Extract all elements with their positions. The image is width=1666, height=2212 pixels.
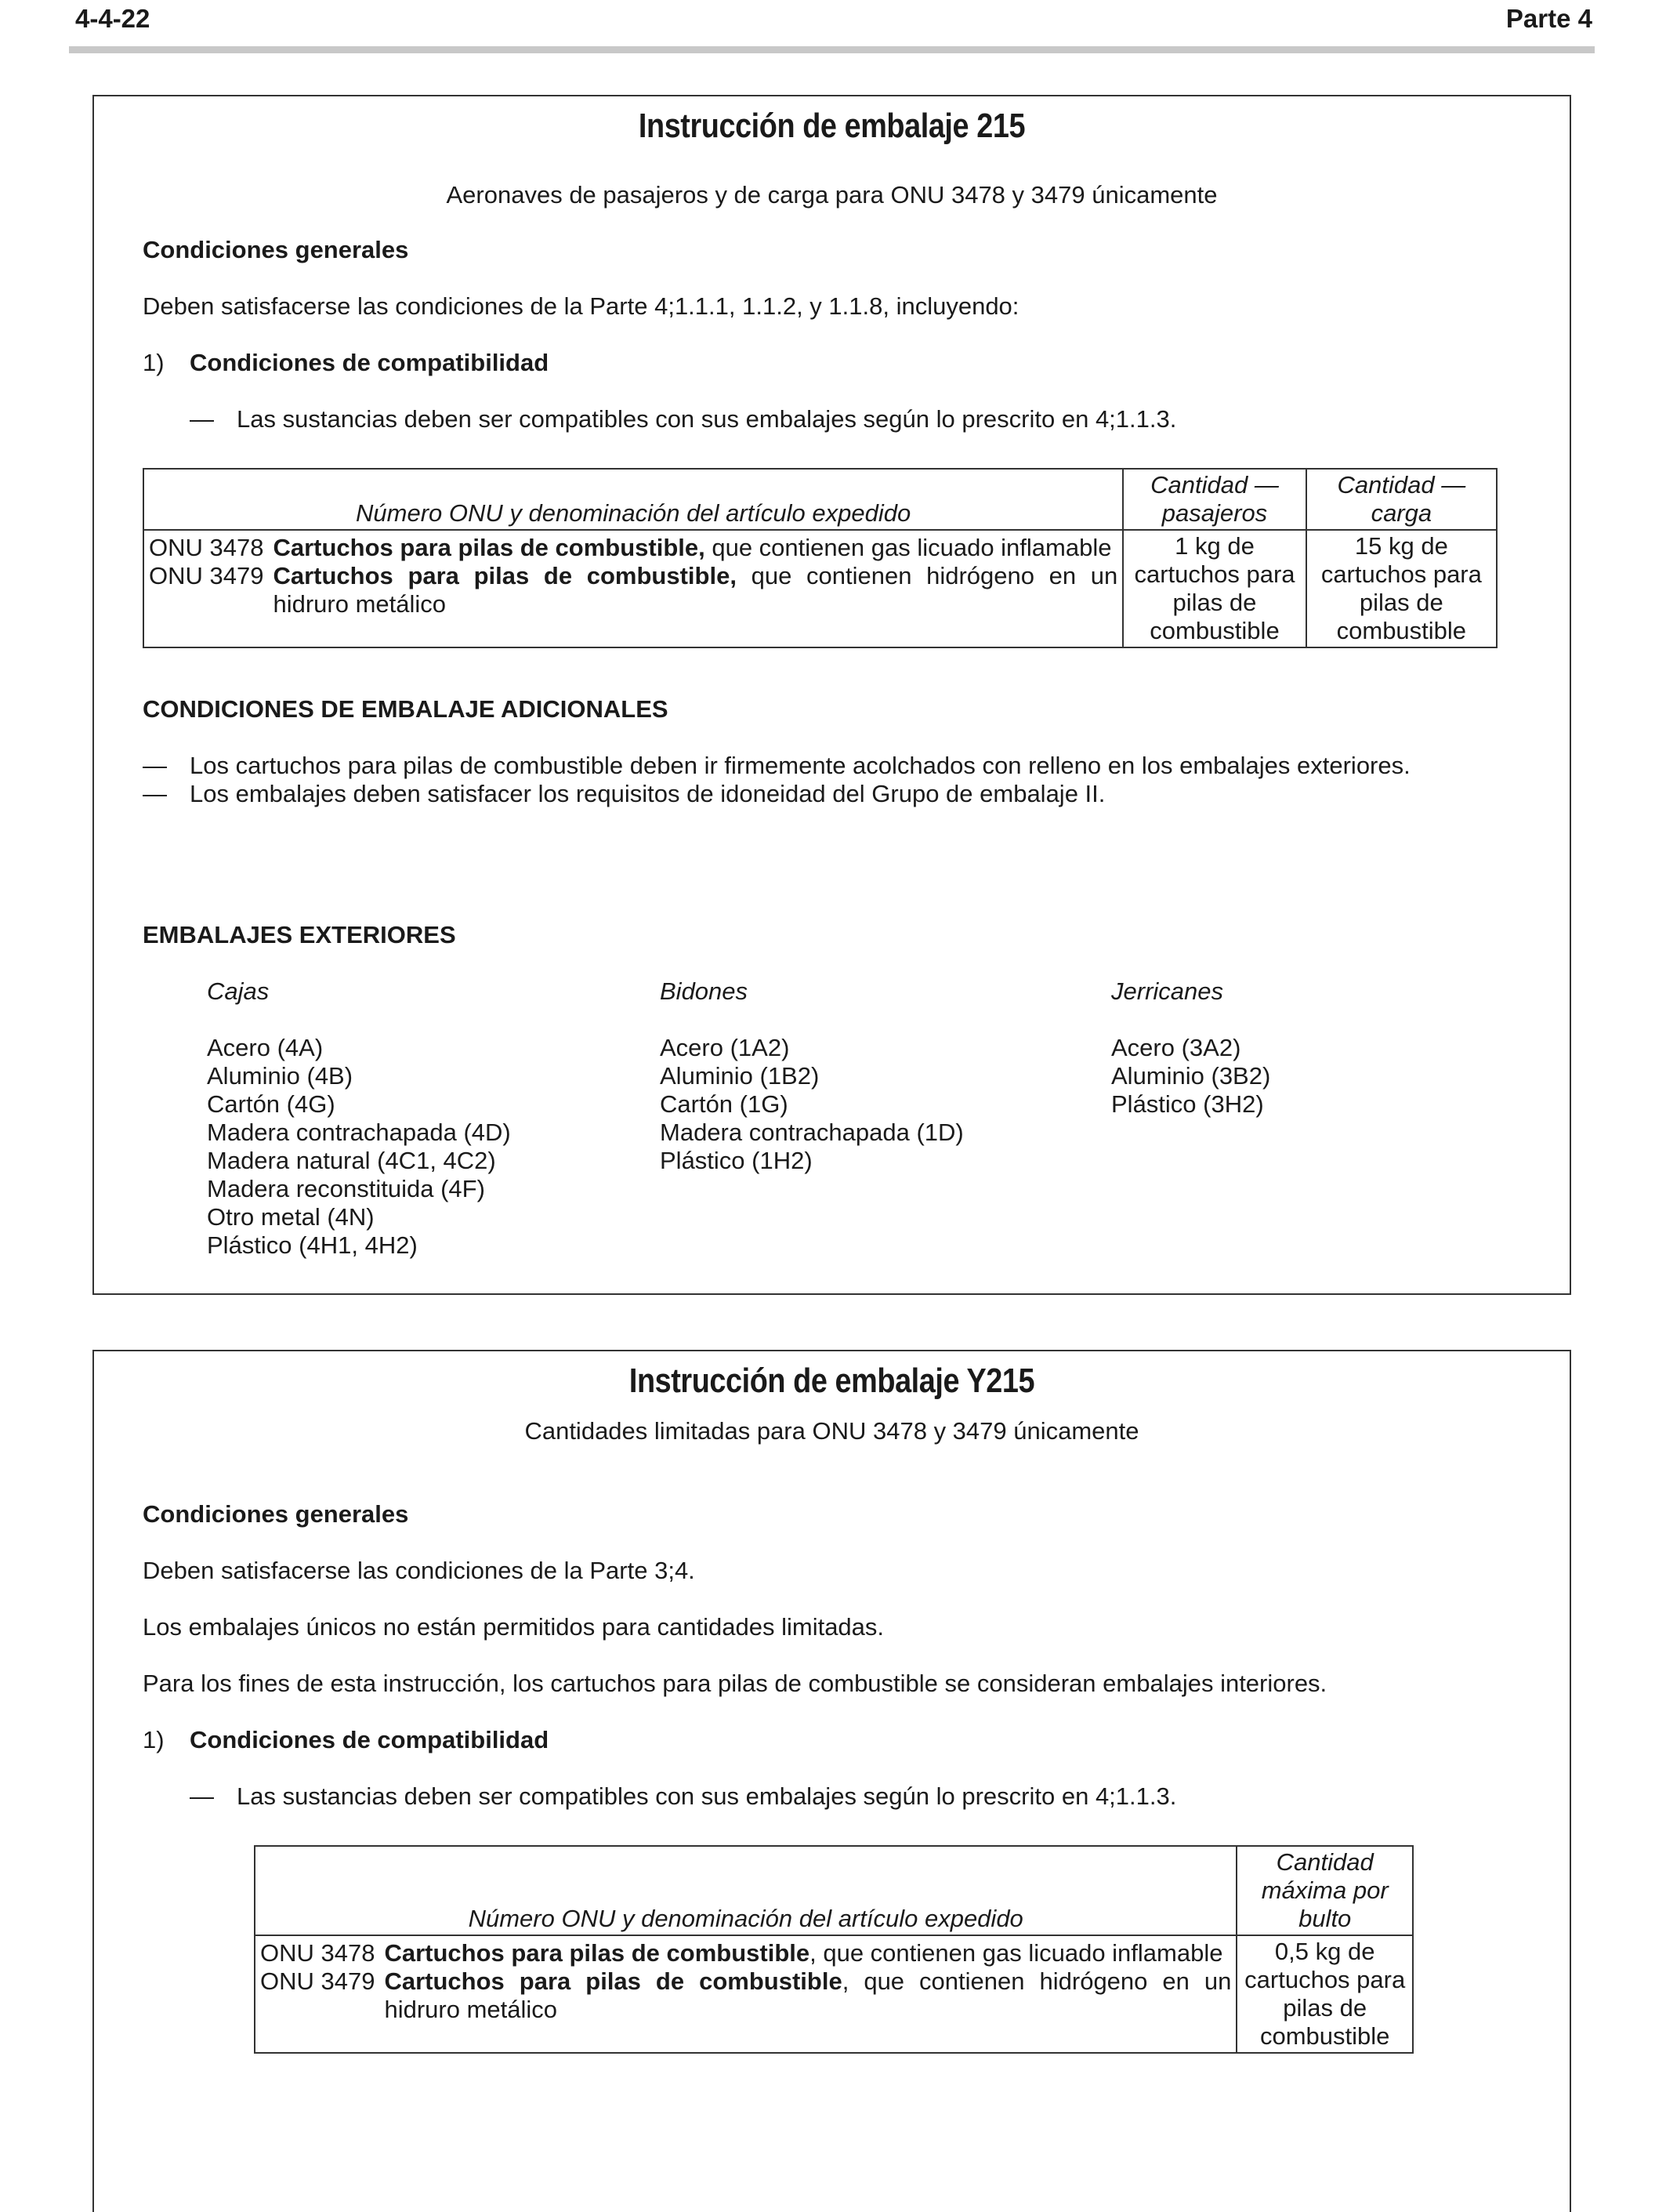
table-row bbox=[260, 1967, 1231, 2024]
header-rule bbox=[69, 46, 1595, 53]
list-item: Madera contrachapada (1D) bbox=[660, 1119, 964, 1146]
section-title: Instrucción de embalaje Y215 bbox=[628, 1362, 1035, 1400]
article-name: Cartuchos para pilas de combustible, que contienen gas licuado inflamable bbox=[384, 1939, 1223, 1967]
additional-conditions-list bbox=[143, 752, 1522, 808]
column-heading: Cajas bbox=[207, 977, 270, 1005]
paragraph: Para los fines de esta instrucción, los cartuchos para pilas de combustible se consideran embalajes interiores. bbox=[143, 1670, 1327, 1697]
table-row bbox=[149, 534, 1117, 562]
section-title: Instrucción de embalaje 215 bbox=[638, 107, 1026, 145]
packing-instruction-y215 bbox=[92, 1350, 1571, 2212]
col-header-un-name: Número ONU y denominación del artículo expedido bbox=[143, 469, 1123, 530]
list-item: Madera natural (4C1, 4C2) bbox=[207, 1147, 496, 1174]
compat-text: Las sustancias deben ser compatibles con sus embalajes según lo prescrito en 4;1.1.3. bbox=[237, 405, 1177, 433]
table-row bbox=[260, 1939, 1231, 1967]
list-item: Aluminio (1B2) bbox=[660, 1062, 820, 1090]
un-number: ONU 3479 bbox=[260, 1967, 375, 1995]
outer-packagings-heading: EMBALAJES EXTERIORES bbox=[143, 921, 456, 948]
compat-dash: — bbox=[190, 1782, 214, 1810]
list-item: Madera reconstituida (4F) bbox=[207, 1175, 485, 1202]
compat-text: Las sustancias deben ser compatibles con sus embalajes según lo prescrito en 4;1.1.3. bbox=[237, 1782, 1177, 1810]
part-label: Parte 4 bbox=[1505, 4, 1592, 33]
list-item: Plástico (4H1, 4H2) bbox=[207, 1231, 418, 1259]
column-boxes bbox=[207, 977, 511, 1260]
outer-packagings bbox=[94, 977, 1570, 1275]
dash: — bbox=[143, 752, 167, 779]
un-number: ONU 3478 bbox=[149, 534, 264, 561]
dash: — bbox=[143, 780, 167, 807]
section-subtitle: Aeronaves de pasajeros y de carga para ONU 3478 y 3479 únicamente bbox=[446, 181, 1218, 209]
packing-instruction-215 bbox=[92, 95, 1571, 1295]
list-item: Plástico (1H2) bbox=[660, 1147, 813, 1174]
column-heading: Bidones bbox=[660, 977, 748, 1005]
compat-dash: — bbox=[190, 405, 214, 433]
article-name: Cartuchos para pilas de combustible, que contienen hidrógeno en un hidruro metálico bbox=[273, 562, 1118, 618]
section-subtitle: Cantidades limitadas para ONU 3478 y 3479 únicamente bbox=[524, 1417, 1139, 1445]
col-header-un-name: Número ONU y denominación del artículo expedido bbox=[255, 1846, 1237, 1935]
col-header-passenger: Cantidad — pasajeros bbox=[1123, 469, 1306, 530]
paragraph: Deben satisfacerse las condiciones de la Parte 3;4. bbox=[143, 1557, 695, 1584]
compat-number: 1) bbox=[143, 1726, 165, 1753]
qty-passenger: 1 kg de cartuchos para pilas de combustible bbox=[1123, 530, 1306, 647]
table-entries bbox=[143, 530, 1123, 647]
list-item: Acero (1A2) bbox=[660, 1034, 790, 1061]
general-conditions-text: Deben satisfacerse las condiciones de la Parte 4;1.1.1, 1.1.2, y 1.1.8, incluyendo: bbox=[143, 292, 1020, 320]
general-conditions-heading: Condiciones generales bbox=[143, 236, 409, 263]
compat-heading: Condiciones de compatibilidad bbox=[190, 1726, 549, 1753]
list-item: Plástico (3H2) bbox=[1111, 1090, 1264, 1118]
additional-conditions-heading: CONDICIONES DE EMBALAJE ADICIONALES bbox=[143, 695, 668, 723]
column-jerricans bbox=[1111, 977, 1270, 1119]
list-item: Acero (4A) bbox=[207, 1034, 324, 1061]
table-entries bbox=[255, 1935, 1237, 2053]
paragraph: Los embalajes únicos no están permitidos para cantidades limitadas. bbox=[143, 1613, 885, 1641]
page-number: 4-4-22 bbox=[75, 4, 150, 33]
column-heading: Jerricanes bbox=[1111, 977, 1223, 1005]
list-item: Aluminio (3B2) bbox=[1111, 1062, 1271, 1090]
un-number: ONU 3479 bbox=[149, 562, 264, 589]
quantity-table bbox=[143, 468, 1498, 648]
column-drums bbox=[660, 977, 964, 1175]
table-row bbox=[149, 562, 1117, 618]
general-conditions-heading: Condiciones generales bbox=[143, 1500, 409, 1528]
list-item: — Los embalajes deben satisfacer los requisitos de idoneidad del Grupo de embalaje II. bbox=[143, 780, 1106, 807]
list-item: Madera contrachapada (4D) bbox=[207, 1119, 511, 1146]
list-item: Cartón (4G) bbox=[207, 1090, 335, 1118]
list-item: Cartón (1G) bbox=[660, 1090, 788, 1118]
list-item: Acero (3A2) bbox=[1111, 1034, 1241, 1061]
col-header-max-qty: Cantidad máxima por bulto bbox=[1237, 1846, 1413, 1935]
quantity-table bbox=[254, 1845, 1414, 2054]
qty-cargo: 15 kg de cartuchos para pilas de combustible bbox=[1306, 530, 1497, 647]
list-item: Aluminio (4B) bbox=[207, 1062, 353, 1090]
compat-number: 1) bbox=[143, 349, 165, 376]
qty-max: 0,5 kg de cartuchos para pilas de combustible bbox=[1237, 1935, 1413, 2053]
article-name: Cartuchos para pilas de combustible, que contienen gas licuado inflamable bbox=[273, 534, 1112, 561]
col-header-cargo: Cantidad — carga bbox=[1306, 469, 1497, 530]
list-item: — Los cartuchos para pilas de combustible deben ir firmemente acolchados con relleno en los embalajes exteriores. bbox=[143, 752, 1411, 779]
compat-heading: Condiciones de compatibilidad bbox=[190, 349, 549, 376]
list-item: Otro metal (4N) bbox=[207, 1203, 375, 1231]
article-name: Cartuchos para pilas de combustible, que contienen hidrógeno en un hidruro metálico bbox=[384, 1967, 1232, 2023]
un-number: ONU 3478 bbox=[260, 1939, 375, 1967]
